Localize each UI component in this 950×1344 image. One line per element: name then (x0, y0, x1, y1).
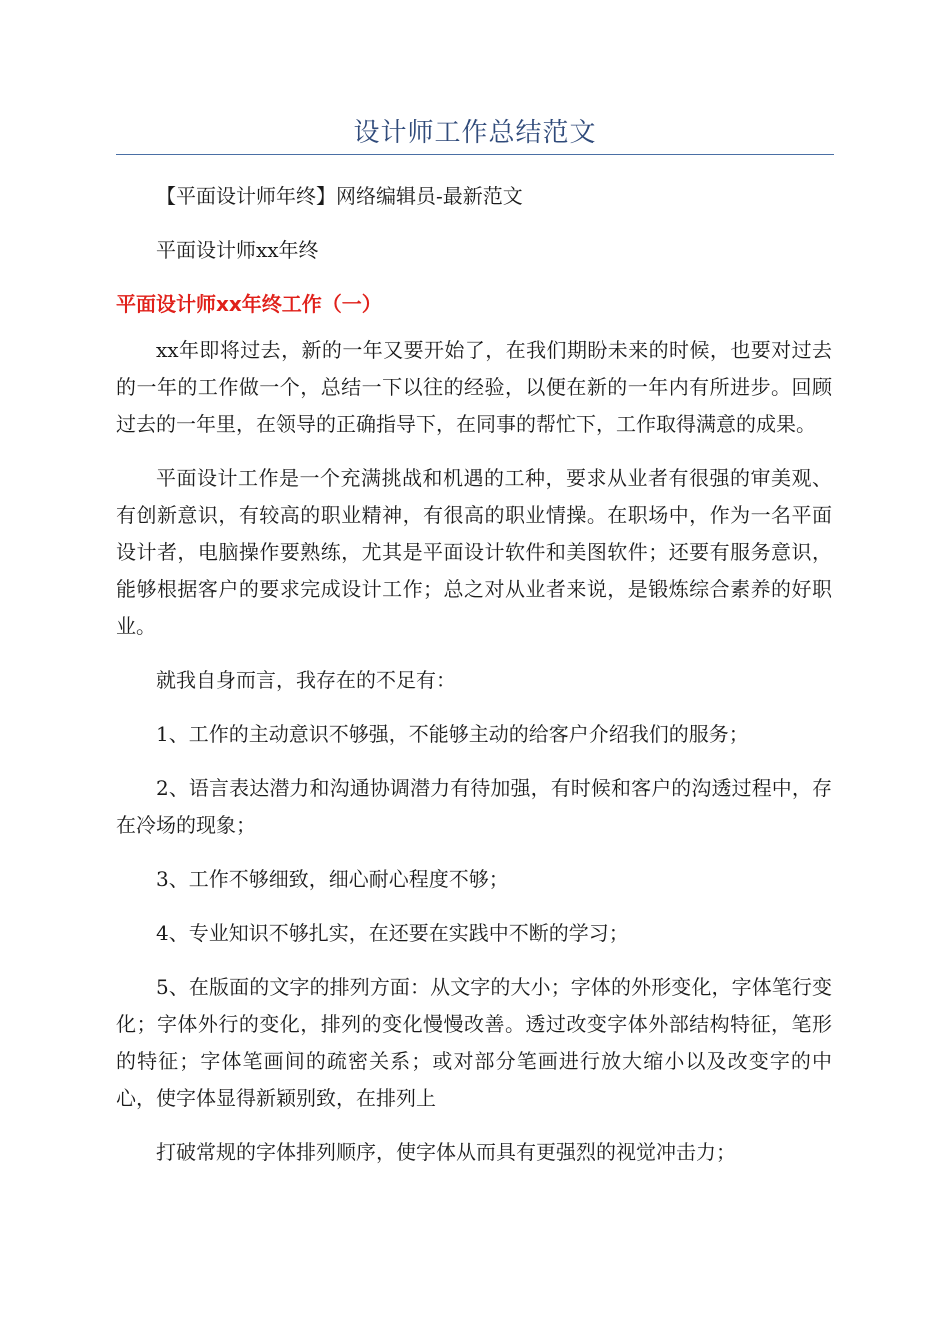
document-title: 设计师工作总结范文 (353, 118, 597, 148)
body-paragraph: 平面设计工作是一个充满挑战和机遇的工种，要求从业者有很强的审美观、有创新意识，有较高的职业精神，有很高的职业情操。在职场中，作为一名平面设计者，电脑操作要熟练，尤其是平面设计软件和美图软件；还要有服务意识，能够根据客户的要求完成设计工作；总之对从业者来说，是锻炼综合素养的好职业。 (116, 466, 832, 638)
intro-line: 平面设计师xx年终 (156, 238, 319, 262)
document-body (116, 178, 832, 1188)
list-item: 4、专业知识不够扎实，在还要在实践中不断的学习； (156, 921, 629, 945)
body-paragraph: 打破常规的字体排列顺序，使字体从而具有更强烈的视觉冲击力； (156, 1140, 736, 1164)
subtitle-line: 【平面设计师年终】网络编辑员-最新范文 (156, 184, 523, 208)
title-underline-divider (116, 154, 834, 155)
list-item: 3、工作不够细致，细心耐心程度不够； (156, 867, 509, 891)
list-item: 2、语言表达潜力和沟通协调潜力有待加强，有时候和客户的沟透过程中，存在冷场的现象； (116, 776, 832, 837)
body-paragraph: 就我自身而言，我存在的不足有： (156, 668, 456, 692)
section-heading: 平面设计师xx年终工作（一） (116, 292, 382, 316)
list-item: 5、在版面的文字的排列方面：从文字的大小；字体的外形变化，字体笔行变化；字体外行的变化，排列的变化慢慢改善。透过改变字体外部结构特征，笔形的特征；字体笔画间的疏密关系；或对部分笔画进行放大缩小以及改变字的中心，使字体显得新颖别致，在排列上 (116, 975, 832, 1110)
list-item: 1、工作的主动意识不够强，不能够主动的给客户介绍我们的服务； (156, 722, 749, 746)
body-paragraph: xx年即将过去，新的一年又要开始了，在我们期盼未来的时候，也要对过去的一年的工作做一个，总结一下以往的经验，以便在新的一年内有所进步。回顾过去的一年里，在领导的正确指导下，在同事的帮忙下，工作取得满意的成果。 (116, 338, 832, 436)
